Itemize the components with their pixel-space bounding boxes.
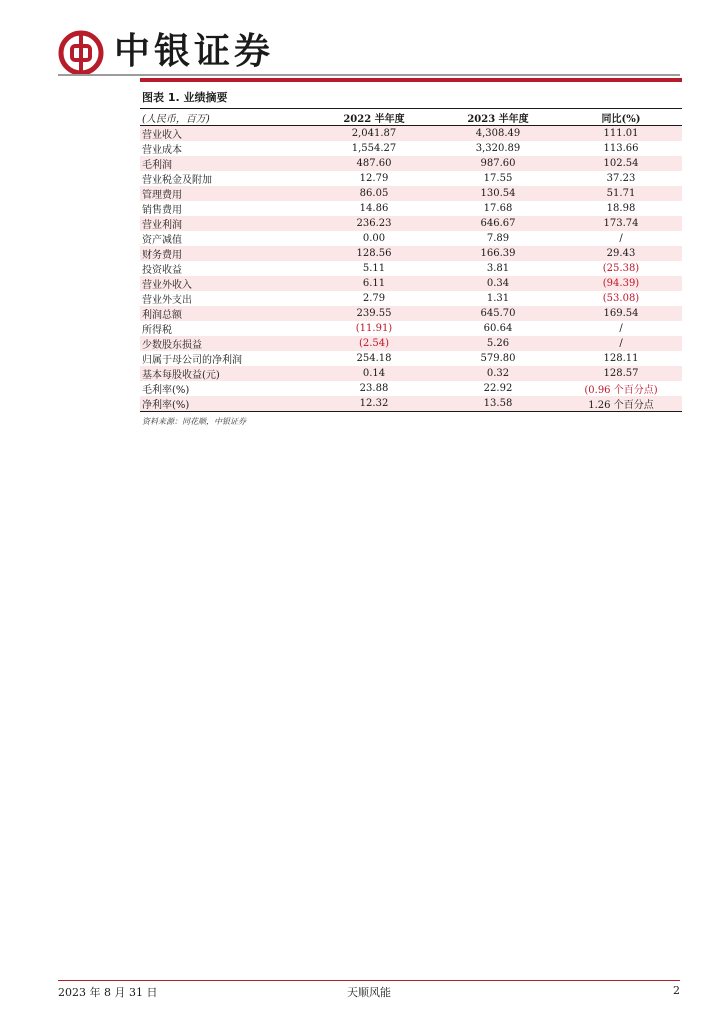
page-footer [58, 984, 680, 1000]
performance-summary-figure [140, 88, 682, 427]
value-2023: 7.89 [486, 233, 510, 244]
row-label: 营业外支出 [142, 295, 192, 306]
row-label: 财务费用 [140, 246, 312, 261]
value-yoy: 111.01 [560, 126, 682, 142]
value-yoy: 128.57 [560, 366, 682, 381]
header-accent-bar [140, 78, 682, 82]
row-label: 基本每股收益(元) [140, 366, 312, 381]
value-2022: 6.11 [312, 276, 436, 291]
value-2023: 22.92 [483, 383, 513, 394]
value-yoy: 102.54 [560, 156, 682, 171]
figure-title: 图表 1. 业绩摘要 [140, 88, 682, 109]
table-row [140, 291, 682, 306]
value-2022: 487.60 [312, 156, 436, 171]
value-2022: 2,041.87 [312, 126, 436, 142]
header-divider [58, 74, 680, 76]
value-yoy: / [619, 323, 623, 334]
table-row [140, 171, 682, 186]
report-date: 2023 年 8 月 31 日 [58, 986, 158, 999]
value-2023: 987.60 [436, 156, 560, 171]
value-2023: 4,308.49 [436, 126, 560, 142]
table-row [140, 216, 682, 231]
value-2023: 130.54 [436, 186, 560, 201]
row-label: 毛利润 [140, 156, 312, 171]
table-row [140, 381, 682, 396]
footer-divider [58, 980, 680, 981]
value-2023: 0.32 [436, 366, 560, 381]
value-2023: 17.55 [483, 173, 513, 184]
row-label: 少数股东损益 [140, 336, 312, 351]
value-2022: 12.79 [359, 173, 389, 184]
value-2022: 0.14 [312, 366, 436, 381]
performance-summary-table [140, 109, 682, 412]
table-row [140, 126, 682, 142]
value-2022: 0.00 [362, 233, 386, 244]
table-row [140, 186, 682, 201]
value-2023: 646.67 [436, 216, 560, 231]
value-yoy: 1.26 个百分点 [560, 396, 682, 412]
value-2022: (2.54) [312, 336, 436, 351]
value-yoy: 51.71 [560, 186, 682, 201]
value-2023: 166.39 [436, 246, 560, 261]
value-yoy: 169.54 [560, 306, 682, 321]
value-yoy: 173.74 [560, 216, 682, 231]
value-2023: 60.64 [483, 323, 513, 334]
value-yoy: 29.43 [560, 246, 682, 261]
row-label: 销售费用 [142, 205, 182, 216]
row-label: 利润总额 [140, 306, 312, 321]
value-2023: 579.80 [480, 353, 516, 364]
value-yoy: / [619, 233, 623, 244]
table-row [140, 366, 682, 381]
row-label: 归属于母公司的净利润 [142, 355, 242, 366]
table-row [140, 306, 682, 321]
value-yoy: / [560, 336, 682, 351]
value-2022: 254.18 [356, 353, 392, 364]
table-row [140, 246, 682, 261]
value-2022: 2.79 [362, 293, 386, 304]
value-2022: 239.55 [312, 306, 436, 321]
row-label: 营业外收入 [140, 276, 312, 291]
column-header-unit: (人民币，百万) [140, 109, 312, 126]
value-2022: 128.56 [312, 246, 436, 261]
value-2022: (11.91) [355, 323, 393, 334]
table-row [140, 321, 682, 336]
row-label: 毛利率(%) [142, 385, 190, 396]
value-2022: 12.32 [312, 396, 436, 412]
table-row [140, 396, 682, 412]
row-label: 净利率(%) [140, 396, 312, 412]
value-2022: 86.05 [312, 186, 436, 201]
table-header-row [140, 109, 682, 126]
row-label: 营业收入 [140, 126, 312, 142]
row-label: 营业利润 [140, 216, 312, 231]
column-header-yoy: 同比(%) [560, 109, 682, 126]
source-note: 资料来源：同花顺，中银证券 [142, 417, 246, 426]
value-2022: 236.23 [312, 216, 436, 231]
value-2023: 13.58 [436, 396, 560, 412]
row-label: 营业成本 [142, 145, 182, 156]
value-2023: 5.26 [436, 336, 560, 351]
row-label: 管理费用 [140, 186, 312, 201]
row-label: 资产减值 [142, 235, 182, 246]
value-yoy: (53.08) [602, 293, 640, 304]
value-2022: 14.86 [359, 203, 389, 214]
column-header-2023: 2023 半年度 [436, 109, 560, 126]
value-2022: 23.88 [359, 383, 389, 394]
value-yoy: 113.66 [603, 143, 639, 154]
table-body [140, 126, 682, 412]
table-row [140, 261, 682, 276]
page-number: 2 [673, 984, 680, 997]
value-2022: 1,554.27 [351, 143, 397, 154]
row-label: 投资收益 [142, 265, 182, 276]
row-label: 营业税金及附加 [142, 175, 212, 186]
table-row [140, 201, 682, 216]
value-yoy: (94.39) [560, 276, 682, 291]
value-2023: 1.31 [486, 293, 510, 304]
value-yoy: (0.96 个百分点) [584, 385, 658, 396]
value-2023: 0.34 [436, 276, 560, 291]
table-row [140, 231, 682, 246]
value-yoy: 37.23 [606, 173, 636, 184]
bank-of-china-logo [58, 30, 104, 76]
column-header-2022: 2022 半年度 [312, 109, 436, 126]
value-2023: 3.81 [486, 263, 510, 274]
table-row [140, 351, 682, 366]
brand-name: 中银证券 [114, 31, 275, 72]
value-2023: 17.68 [483, 203, 513, 214]
value-2023: 3,320.89 [475, 143, 521, 154]
table-row [140, 336, 682, 351]
company-name: 天顺风能 [347, 986, 391, 999]
value-yoy: (25.38) [602, 263, 640, 274]
value-yoy: 18.98 [606, 203, 636, 214]
value-2023: 645.70 [436, 306, 560, 321]
row-label: 所得税 [142, 325, 172, 336]
value-yoy: 128.11 [603, 353, 639, 364]
value-2022: 5.11 [362, 263, 386, 274]
table-row [140, 276, 682, 291]
table-row [140, 156, 682, 171]
table-row [140, 141, 682, 156]
